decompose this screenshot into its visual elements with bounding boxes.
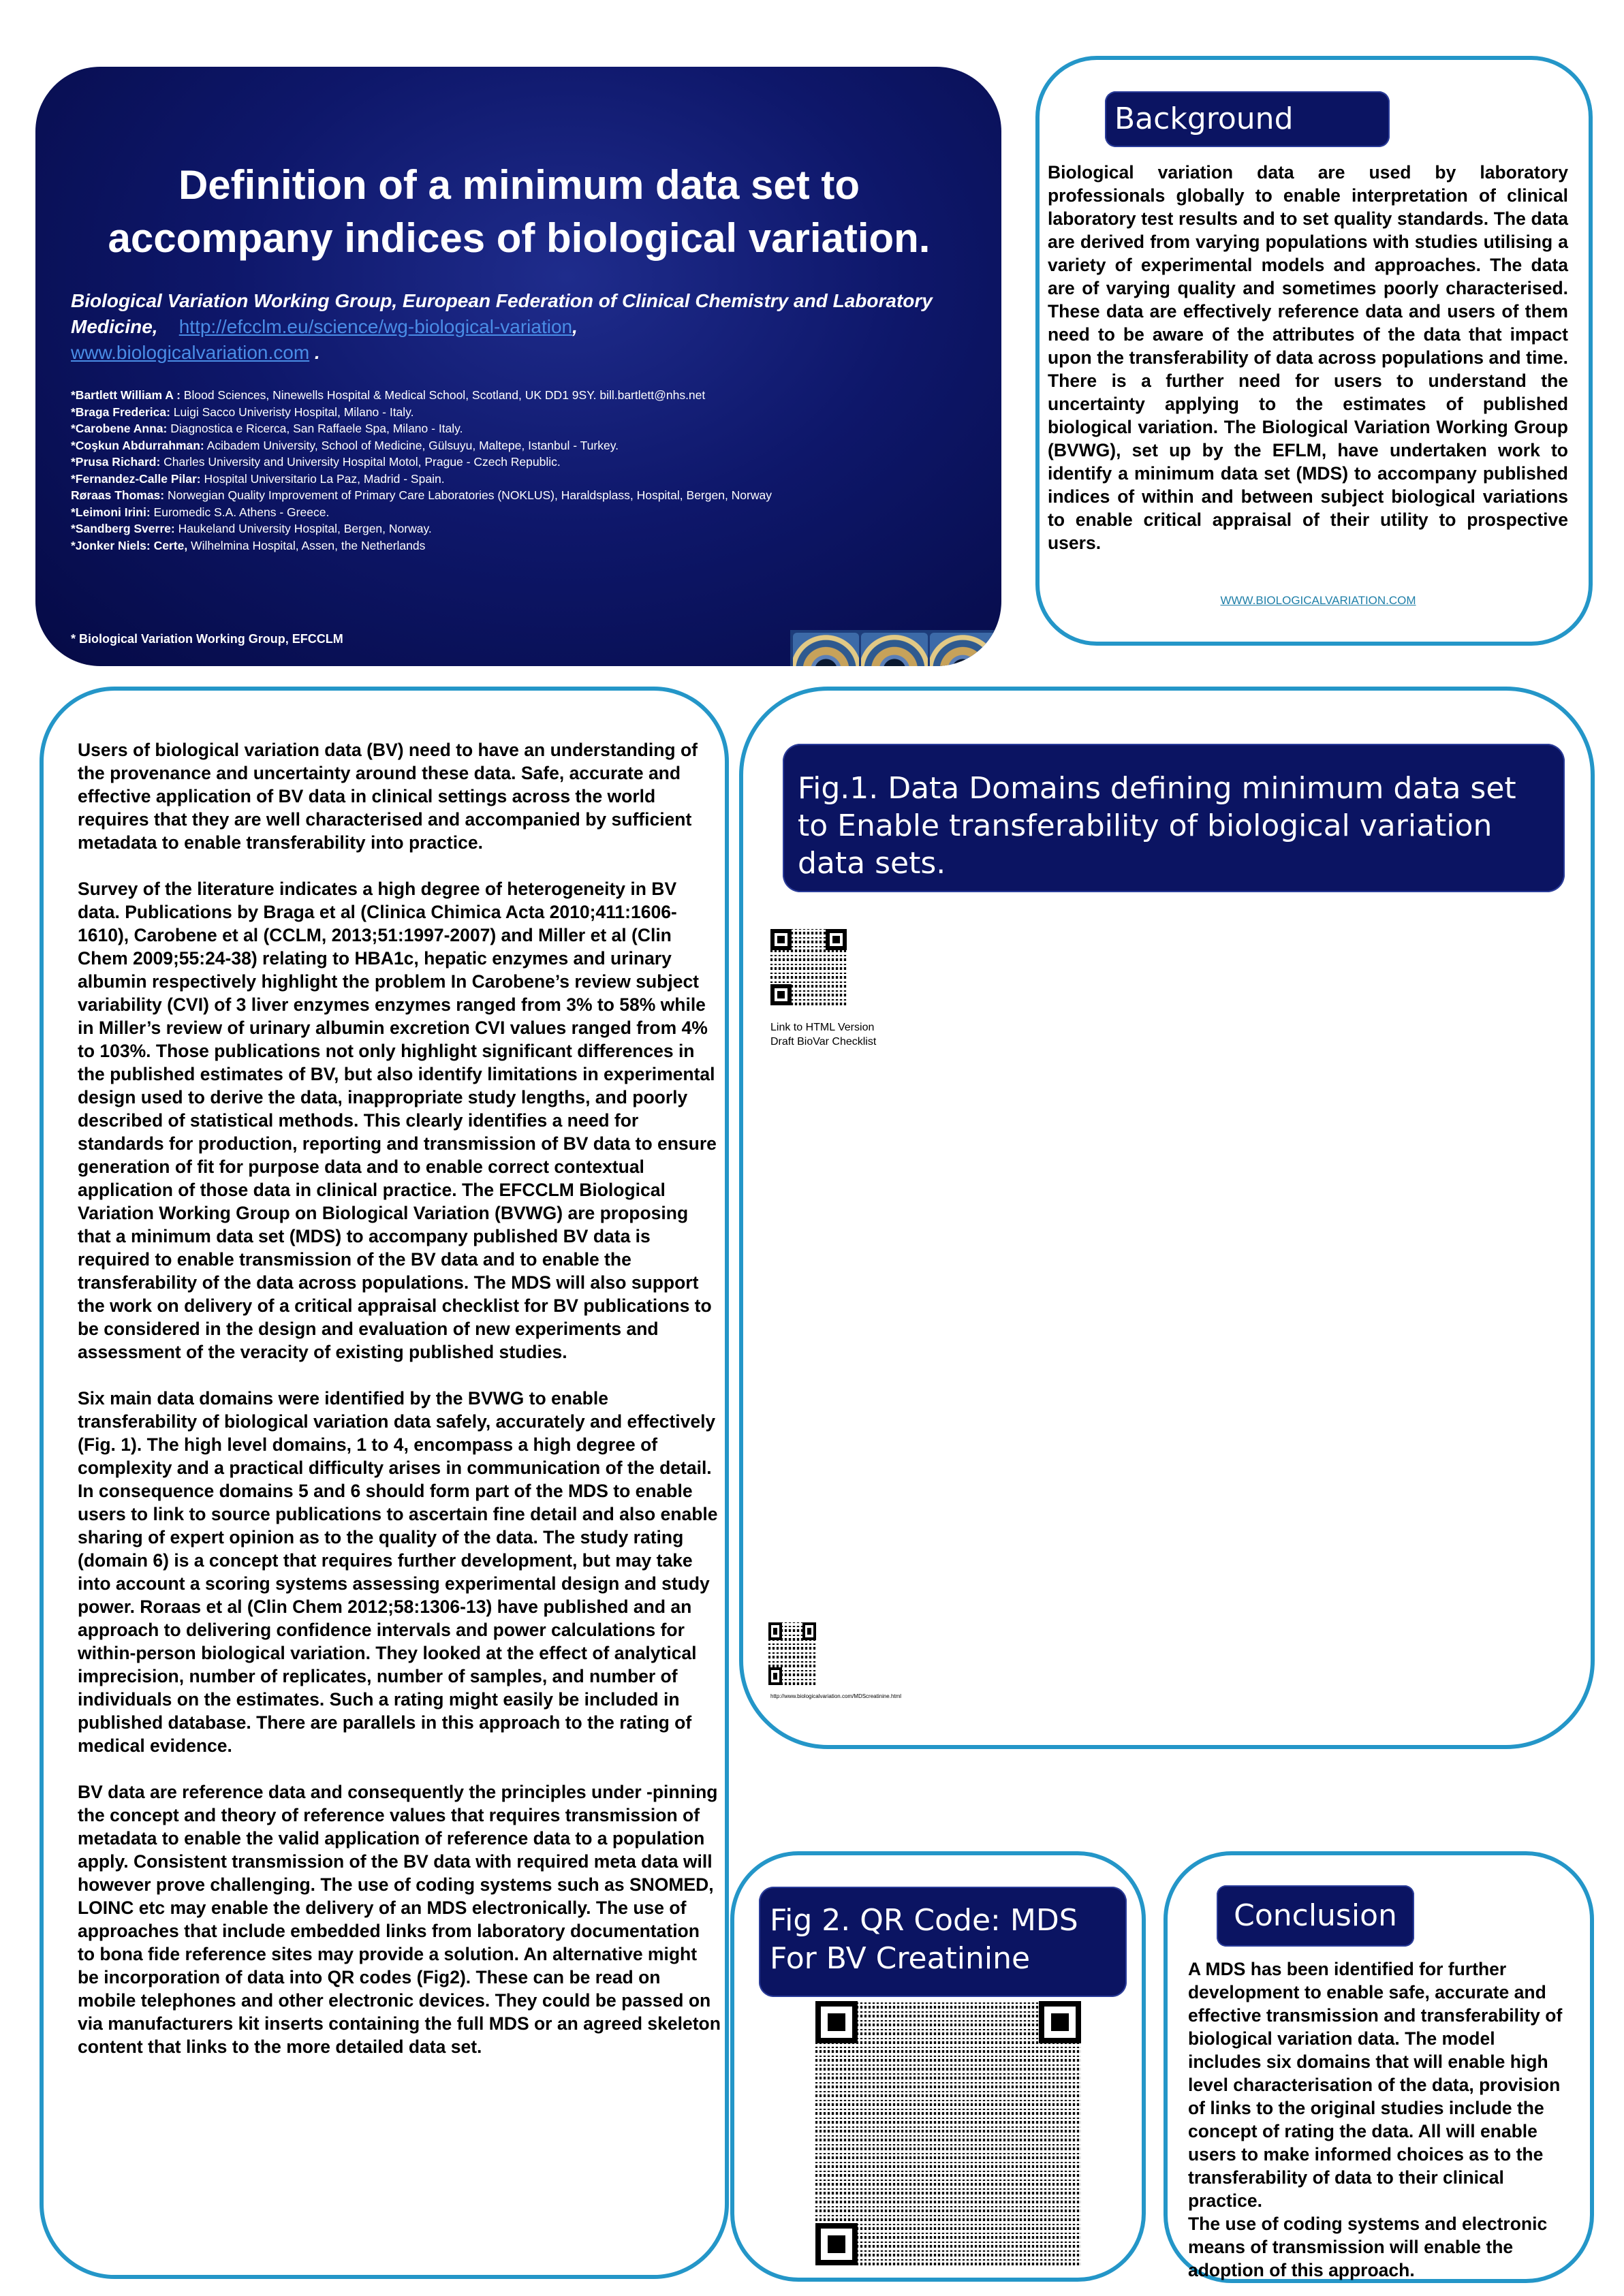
qr-finder bbox=[1039, 2001, 1081, 2043]
conclusion-heading: Conclusion bbox=[1217, 1885, 1414, 1947]
main-paragraph-2: Survey of the literature indicates a high degree of heterogeneity in BV data. Publications by Braga et al (Clinica Chimica Acta 2010;411:1606-1610), Carobene et al (CCLM, 2013;51:1997-2007) and Miller et al (Clin Chem 2009;55:24-38) relating to HBA1c, hepatic enzymes and urinary albumin respectively highlight the problem In Carobene’s review subject variability (CVI) of 3 liver enzymes enzymes ranged from 3% to 58% while in Miller’s review of urinary albumin excretion CVI values ranged from 4% to 103%. Those publications not only highlight significant differences in the published estimates of BV, but also identify limitations in experimental design used to derive the data, inappropriate study lengths, and poorly described of statistical methods. This clearly identifies a need for standards for production, reporting and transmission of BV data to ensure generation of fit for purpose data and to enable correct contextual application of those data in clinical practice. The EFCCLM Biological Variation Working Group on Biological Variation (BVWG) are proposing that a minimum data set (MDS) to accompany published BV data is required to enable transmission of the BV data and to enable the transferability of the data across populations. The MDS will also support the work on delivery of a critical appraisal checklist for BV publications to be considered in the design and evaluation of new experiments and assessment of the veracity of existing published studies. bbox=[78, 879, 717, 1362]
qr1-caption bbox=[770, 1020, 876, 1049]
author-line bbox=[71, 487, 984, 504]
author-line bbox=[71, 437, 984, 454]
logo-tile bbox=[793, 633, 859, 666]
qr-finder bbox=[768, 1667, 782, 1685]
author-line bbox=[71, 387, 984, 404]
background-heading: Background bbox=[1105, 91, 1390, 147]
author-affiliation: Wilhelmina Hospital, Assen, the Netherlands bbox=[187, 538, 426, 552]
author-affiliation: Luigi Sacco Univeristy Hospital, Milano - Italy. bbox=[170, 405, 414, 419]
biologicalvariation-link[interactable]: www.biologicalvariation.com bbox=[71, 342, 310, 363]
qr-finder bbox=[815, 2001, 858, 2043]
author-affiliation: Hospital Universitario La Paz, Madrid - Spain. bbox=[200, 471, 445, 486]
main-paragraph-1: Users of biological variation data (BV) need to have an understanding of the provenance and uncertainty around these data. Safe, accurate and effective application of BV data in clinical settings across the world requires that they are well characterised and accompanied by sufficient metadata to enable transferability into practice. bbox=[78, 740, 698, 853]
author-line bbox=[71, 404, 984, 421]
qr-finder bbox=[826, 929, 847, 950]
efcclm-link[interactable]: http://efcclm.eu/science/wg-biological-variation bbox=[178, 316, 573, 337]
author-line bbox=[71, 420, 984, 437]
main-text-box bbox=[40, 687, 729, 2279]
qr2-caption: http://www.biologicalvariation.com/MDScreatinine.html bbox=[770, 1693, 902, 1699]
background-box bbox=[1035, 56, 1593, 646]
fig2-box bbox=[730, 1851, 1146, 2282]
logo-tile bbox=[930, 633, 996, 666]
qr-finder bbox=[770, 984, 792, 1005]
fig2-heading: Fig 2. QR Code: MDS For BV Creatinine bbox=[759, 1887, 1127, 1997]
conclusion-paragraph-2: The use of coding systems and electronic means of transmission will enable the adoption of this approach. bbox=[1188, 2214, 1548, 2280]
author-affiliation: Charles University and University Hospital Motol, Prague - Czech Republic. bbox=[160, 455, 561, 469]
author-line bbox=[71, 504, 984, 521]
qr-finder bbox=[768, 1622, 782, 1640]
author-name: *Prusa Richard: bbox=[71, 455, 161, 469]
author-affiliation: Norwegian Quality Improvement of Primary Care Laboratories (NOKLUS), Haraldsplass, Hospital, Bergen, Norway bbox=[164, 488, 772, 502]
author-affiliation: Diagnostica e Ricerca, San Raffaele Spa, Milano - Italy. bbox=[167, 422, 463, 435]
logo-image bbox=[790, 630, 999, 666]
qr-finder bbox=[770, 929, 792, 950]
author-name: Røraas Thomas: bbox=[71, 488, 165, 502]
conclusion-text bbox=[1188, 1957, 1571, 2282]
qr-finder bbox=[802, 1622, 816, 1640]
qr1-caption-line2: Draft BioVar Checklist bbox=[770, 1036, 877, 1048]
qr-code-html-version[interactable] bbox=[769, 928, 848, 1007]
author-line bbox=[71, 520, 984, 537]
working-group-text: Biological Variation Working Group, European Federation of Clinical Chemistry and Laboratory Medicine, bbox=[71, 290, 933, 337]
conclusion-paragraph-1: A MDS has been identified for further development to enable safe, accurate and effective transmission and transferability of biological variation data. The model includes six domains that will enable high level characterisation of the data, provision of links to the original studies include the concept of rating the data. All will enable users to make informed choices as to the transferability of data to their clinical practice. bbox=[1188, 1959, 1563, 2211]
qr-code-mds-creatinine[interactable] bbox=[814, 2000, 1082, 2267]
author-name: *Braga Frederica: bbox=[71, 405, 170, 419]
author-affiliation: Haukeland University Hospital, Bergen, Norway. bbox=[174, 522, 432, 535]
author-footnote: * Biological Variation Working Group, EFCCLM bbox=[71, 632, 343, 646]
author-list bbox=[71, 387, 984, 554]
author-affiliation: Blood Sciences, Ninewells Hospital & Medical School, Scotland, UK DD1 9SY. bill.bartlett@nhs.net bbox=[180, 388, 706, 402]
title-panel bbox=[35, 67, 1001, 666]
author-name: *Coşkun Abdurrahman: bbox=[71, 438, 204, 452]
background-text: Biological variation data are used by laboratory professionals globally to enable interpretation of clinical laboratory test results and to set quality standards. The data are derived from varying populations with studies utilising a variety of experimental models and approaches. The data are of varying quality and sometimes poorly characterised. These data are effectively reference data and users of them need to be aware of the attributes of the data that impact upon the transferability of data across populations and time. There is a further need for users to understand the uncertainty applying to the estimates of published biological variation. The Biological Variation Working Group (BVWG), set up by the EFLM, have undertaken work to identify a minimum data set (MDS) to accompany published indices of within and between subject biological variations to enable critical appraisal of their utility to prospective users. bbox=[1048, 162, 1568, 553]
poster-title: Definition of a minimum data set to accompany indices of biological variation. bbox=[108, 162, 931, 261]
author-affiliation: Acibadem University, School of Medicine, Gülsuyu, Maltepe, Istanbul - Turkey. bbox=[204, 438, 619, 452]
qr-finder bbox=[815, 2223, 858, 2265]
author-name: *Bartlett William A : bbox=[71, 388, 181, 402]
author-name: *Leimoni Irini: bbox=[71, 505, 151, 519]
fig1-box bbox=[739, 687, 1595, 1749]
qr-code-creatinine-small[interactable] bbox=[767, 1621, 817, 1686]
author-line bbox=[71, 471, 984, 488]
author-name: *Fernandez-Calle Pilar: bbox=[71, 471, 201, 486]
author-name: *Jonker Niels: Certe, bbox=[71, 538, 188, 552]
author-name: *Sandberg Sverre: bbox=[71, 522, 175, 535]
conclusion-box bbox=[1164, 1851, 1594, 2283]
author-affiliation: Euromedic S.A. Athens - Greece. bbox=[150, 505, 330, 519]
author-line bbox=[71, 454, 984, 471]
author-line bbox=[71, 537, 984, 554]
main-paragraph-3: Six main data domains were identified by the BVWG to enable transferability of biological variation data safely, accurately and effectively (Fig. 1). The high level domains, 1 to 4, encompass a high degree of complexity and a practical difficulty arises in communication of the detail. In consequence domains 5 and 6 should form part of the MDS to enable users to link to source publications to ascertain fine detail and also enable sharing of expert opinion as to the quality of the data. The study rating (domain 6) is a concept that requires further development, but may take into account a scoring systems assessing experimental design and study power. Roraas et al (Clin Chem 2012;58:1306-13) have published and an approach to delivering confidence intervals and power calculations for within-person biological variation. They looked at the effect of analytical imprecision, number of replicates, number of samples, and number of individuals on the estimates. Such a rating might easily be included in published database. There are parallels in this approach to the rating of medical evidence. bbox=[78, 1388, 718, 1756]
fig1-heading: Fig.1. Data Domains defining minimum data set to Enable transferability of biological variation data sets. bbox=[783, 744, 1565, 892]
main-text bbox=[78, 738, 721, 2081]
logo-tile bbox=[861, 633, 927, 666]
author-name: *Carobene Anna: bbox=[71, 422, 168, 435]
working-group-line: Biological Variation Working Group, European Federation of Clinical Chemistry and Laboratory Medicine, http://efcclm.eu/science/wg-biological-variation, www.biologicalvariation.com . bbox=[71, 290, 933, 363]
background-link[interactable]: WWW.BIOLOGICALVARIATION.COM bbox=[1220, 594, 1416, 607]
qr1-caption-line1: Link to HTML Version bbox=[770, 1022, 875, 1033]
main-paragraph-4: BV data are reference data and consequently the principles under -pinning the concept and theory of reference values that requires transmission of metadata to enable the valid application of reference data to a population apply. Consistent transmission of the BV data with required meta data will however prove challenging. The use of coding systems such as SNOMED, LOINC etc may enable the delivery of an MDS electronically. The use of approaches that include embedded links from laboratory documentation to bona fide reference sites may provide a solution. An alternative might be incorporation of data into QR codes (Fig2). These can be read on mobile telephones and other electronic devices. They could be passed on via manufacturers kit inserts containing the full MDS or an agreed skeleton content that links to the more detailed data set. bbox=[78, 1782, 721, 2057]
